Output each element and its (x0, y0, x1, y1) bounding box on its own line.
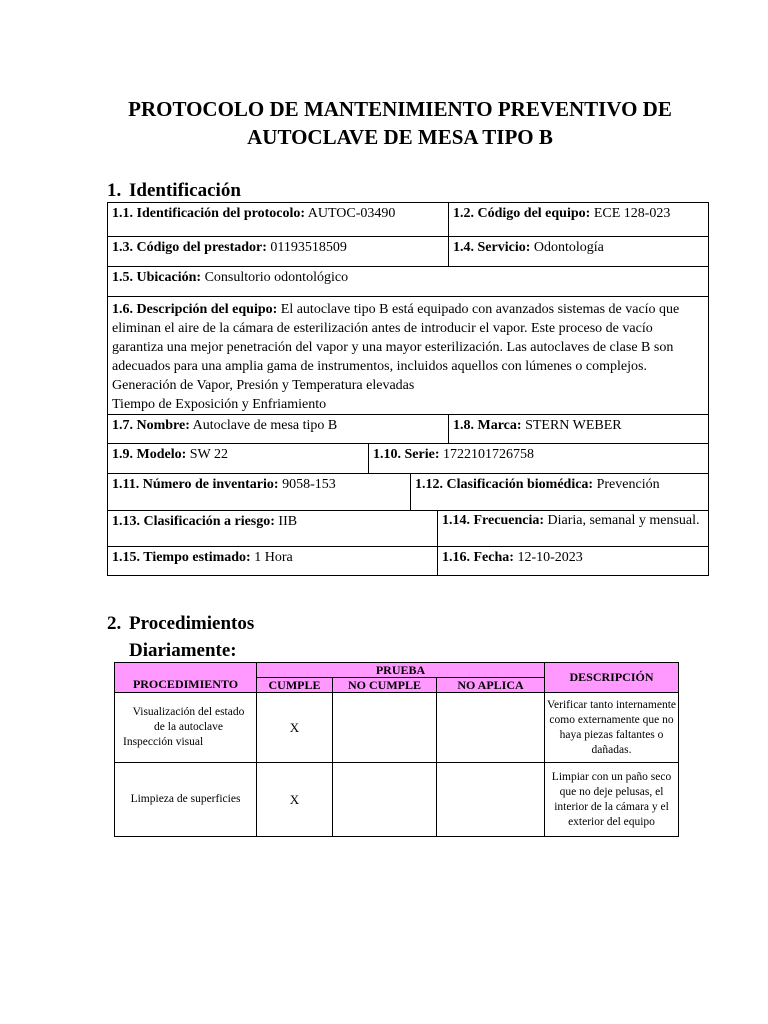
field-label: 1.15. Tiempo estimado: (112, 550, 251, 565)
header-no-cumple: NO CUMPLE (333, 678, 437, 693)
field-label: 1.4. Servicio: (453, 240, 531, 255)
cell-descripcion: Limpiar con un paño seco que no deje pelusas, el interior de la cámara y el exterior del equipo (545, 763, 679, 837)
field-value: Diaria, semanal y mensual. (544, 513, 700, 528)
cell-cumple: X (257, 763, 333, 837)
section-title: Procedimientos (129, 613, 255, 634)
field-brand (448, 414, 709, 444)
section-number: 2. (107, 613, 122, 634)
section-heading-identification (107, 180, 241, 202)
field-biomedical-classification (410, 473, 709, 511)
field-value: ECE 128-023 (590, 206, 671, 221)
header-descripcion: DESCRIPCIÓN (545, 663, 679, 693)
procedimiento-line: de la autoclave (154, 721, 223, 733)
section-title: Identificación (129, 180, 241, 201)
field-value: 01193518509 (266, 240, 347, 255)
field-value-extra: Tiempo de Exposición y Enfriamiento (112, 397, 327, 412)
title-line-1: PROTOCOLO DE MANTENIMIENTO PREVENTIVO DE (128, 97, 672, 121)
field-value: Autoclave de mesa tipo B (189, 418, 338, 433)
cell-descripcion: Verificar tanto internamente como externamente que no haya piezas faltantes o dañadas. (545, 693, 679, 763)
field-equipment-description (107, 296, 709, 415)
field-provider-code (107, 236, 449, 267)
field-value: STERN WEBER (521, 418, 622, 433)
field-value: 9058-153 (278, 477, 336, 492)
field-label: 1.16. Fecha: (442, 550, 514, 565)
field-value: Odontología (530, 240, 604, 255)
field-value: 12-10-2023 (513, 550, 583, 565)
cell-no-aplica (437, 693, 545, 763)
field-label: 1.13. Clasificación a riesgo: (112, 514, 275, 529)
field-serial (368, 443, 709, 474)
field-label: 1.7. Nombre: (112, 418, 190, 433)
cell-cumple: X (257, 693, 333, 763)
procedimiento-line: Inspección visual (123, 736, 204, 748)
field-estimated-time (107, 546, 438, 576)
field-label: 1.11. Número de inventario: (112, 477, 279, 492)
title-line-2: AUTOCLAVE DE MESA TIPO B (247, 125, 553, 149)
field-value: 1722101726758 (439, 447, 534, 462)
field-label: 1.6. Descripción del equipo: (112, 302, 278, 317)
field-value: Prevención (593, 477, 660, 492)
procedures-table (114, 662, 679, 837)
field-label: 1.9. Modelo: (112, 447, 187, 462)
header-procedimiento: PROCEDIMIENTO (115, 663, 257, 693)
field-location (107, 266, 709, 297)
field-label: 1.5. Ubicación: (112, 270, 202, 285)
field-frequency (437, 510, 709, 547)
header-no-aplica: NO APLICA (437, 678, 545, 693)
field-risk-classification (107, 510, 438, 547)
field-label: 1.10. Serie: (373, 447, 440, 462)
cell-no-cumple (333, 693, 437, 763)
cell-no-cumple (333, 763, 437, 837)
section-heading-procedures (107, 613, 254, 635)
field-service (448, 236, 709, 267)
procedimiento-line: Visualización del estado (132, 706, 245, 718)
field-model (107, 443, 369, 474)
header-prueba: PRUEBA (257, 663, 545, 678)
field-value: AUTOC-03490 (305, 206, 396, 221)
field-label: 1.14. Frecuencia: (442, 513, 544, 528)
field-label: 1.1. Identificación del protocolo: (112, 206, 306, 221)
cell-procedimiento: Limpieza de superficies (115, 763, 257, 837)
field-inventory-number (107, 473, 411, 511)
section-number: 1. (107, 180, 122, 201)
field-value: 1 Hora (250, 550, 293, 565)
field-value: SW 22 (186, 447, 229, 462)
field-value: El autoclave tipo B está equipado con avanzados sistemas de vacío que eliminan el aire de la cámara de esterilización antes de introducir el vapor. Este proceso de vacío garantiza una mejor penetración del vapor y una mayor esterilización. Las autoclaves de clase B son adecuados para una amplia gama de instrumentos, incluidos aquellos con lúmenes o complejos. Generación de Vapor, Presión y Temperatura elevadas (112, 302, 680, 393)
field-name (107, 414, 449, 444)
field-label: 1.3. Código del prestador: (112, 240, 267, 255)
field-equipment-code (448, 202, 709, 237)
header-cumple: CUMPLE (257, 678, 333, 693)
subsection-heading-daily: Diariamente: (129, 640, 237, 661)
cell-procedimiento (115, 693, 257, 763)
document-title (100, 95, 700, 151)
field-label: 1.12. Clasificación biomédica: (415, 477, 594, 492)
cell-no-aplica (437, 763, 545, 837)
field-label: 1.2. Código del equipo: (453, 206, 591, 221)
table-row (115, 693, 679, 763)
table-row (115, 763, 679, 837)
field-label: 1.8. Marca: (453, 418, 522, 433)
field-value: IIB (274, 514, 298, 529)
field-date (437, 546, 709, 576)
field-protocol-id (107, 202, 449, 237)
field-value: Consultorio odontológico (201, 270, 349, 285)
